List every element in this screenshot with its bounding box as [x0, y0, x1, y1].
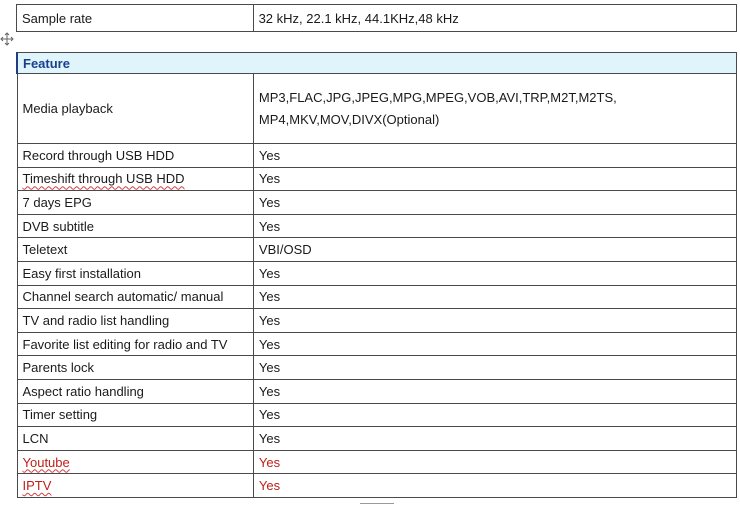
table-row [17, 427, 737, 451]
table-row [17, 332, 737, 356]
row-value[interactable]: Yes [253, 261, 736, 285]
table-row [17, 309, 737, 333]
row-label[interactable]: Easy first installation [17, 261, 253, 285]
row-label[interactable]: 7 days EPG [17, 191, 253, 215]
row-label[interactable] [17, 450, 253, 474]
row-value[interactable]: Yes [253, 356, 736, 380]
table-row [17, 74, 737, 144]
row-label[interactable] [17, 167, 253, 191]
row-label-text: IPTV [22, 478, 52, 494]
row-label[interactable]: LCN [17, 427, 253, 451]
row-value[interactable]: Yes [253, 427, 736, 451]
row-value[interactable]: Yes [253, 214, 736, 238]
row-label-text: Timeshift through USB HDD [22, 171, 185, 187]
table-row [17, 261, 737, 285]
feature-table [16, 52, 737, 498]
row-value[interactable]: Yes [253, 285, 736, 309]
row-value[interactable]: Yes [253, 332, 736, 356]
feature-header-row [17, 53, 737, 74]
row-label[interactable]: Aspect ratio handling [17, 379, 253, 403]
row-label[interactable]: Teletext [17, 238, 253, 262]
table-row [17, 5, 737, 32]
table-row [17, 238, 737, 262]
table-row [17, 191, 737, 215]
table-row [17, 144, 737, 168]
row-label[interactable]: Record through USB HDD [17, 144, 253, 168]
row-value[interactable]: Yes [253, 403, 736, 427]
table-row [17, 285, 737, 309]
row-label-media-playback[interactable]: Media playback [17, 74, 253, 144]
table-row [17, 214, 737, 238]
row-value[interactable]: Yes [253, 379, 736, 403]
row-label[interactable]: Parents lock [17, 356, 253, 380]
row-label[interactable]: Channel search automatic/ manual [17, 285, 253, 309]
row-value[interactable]: Yes [253, 309, 736, 333]
row-label[interactable]: Timer setting [17, 403, 253, 427]
row-value-media-playback[interactable]: MP3,FLAC,JPG,JPEG,MPG,MPEG,VOB,AVI,TRP,M2T,M2TS, MP4,MKV,MOV,DIVX(Optional) [253, 74, 736, 144]
row-label[interactable] [17, 474, 253, 498]
page-edge-marker [360, 503, 394, 504]
row-value[interactable]: Yes [253, 474, 736, 498]
row-label[interactable]: TV and radio list handling [17, 309, 253, 333]
table-row [17, 474, 737, 498]
row-value[interactable]: Yes [253, 144, 736, 168]
feature-header[interactable]: Feature [17, 53, 737, 74]
row-value[interactable]: Yes [253, 191, 736, 215]
table-row [17, 379, 737, 403]
spec-table-top [16, 4, 737, 32]
table-row [17, 356, 737, 380]
row-label-sample-rate[interactable]: Sample rate [17, 5, 254, 32]
table-move-handle-icon[interactable] [0, 32, 14, 46]
table-row [17, 450, 737, 474]
row-value[interactable]: VBI/OSD [253, 238, 736, 262]
row-value[interactable]: Yes [253, 167, 736, 191]
table-row [17, 167, 737, 191]
row-label[interactable]: Favorite list editing for radio and TV [17, 332, 253, 356]
row-label[interactable]: DVB subtitle [17, 214, 253, 238]
row-value[interactable]: Yes [253, 450, 736, 474]
row-label-text: Youtube [22, 454, 70, 470]
table-row [17, 403, 737, 427]
row-value-sample-rate[interactable]: 32 kHz, 22.1 kHz, 44.1KHz,48 kHz [253, 5, 736, 32]
